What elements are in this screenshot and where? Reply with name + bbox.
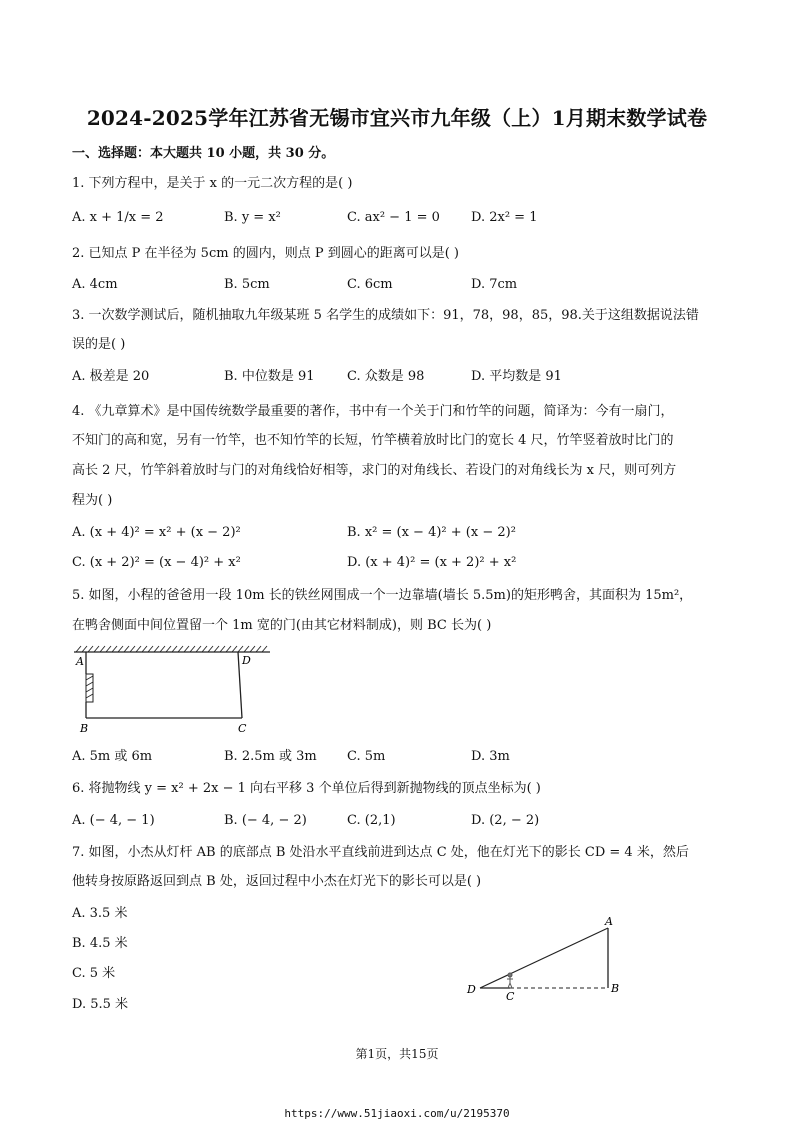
label-b: B bbox=[611, 982, 620, 995]
question-6-option-a: A. (− 4, − 1) bbox=[72, 813, 155, 828]
question-7-option-a: A. 3.5 米 bbox=[72, 906, 128, 921]
question-4-line-2: 不知门的高和宽，另有一竹竿，也不知竹竿的长短，竹竿横着放时比门的宽长 4 尺，竹竿竖着放时比门的 bbox=[72, 433, 674, 448]
question-7-option-d: D. 5.5 米 bbox=[72, 997, 129, 1012]
label-a: A bbox=[76, 655, 84, 668]
question-3-line-2: 误的是( ) bbox=[72, 337, 126, 352]
question-1-option-b: B. y = x² bbox=[224, 210, 281, 225]
person-icon bbox=[507, 973, 513, 988]
question-3-option-b: B. 中位数是 91 bbox=[224, 369, 315, 384]
question-5-option-b: B. 2.5m 或 3m bbox=[224, 749, 317, 764]
question-1-option-c: C. ax² − 1 = 0 bbox=[347, 210, 440, 225]
question-3-option-c: C. 众数是 98 bbox=[347, 369, 425, 384]
question-5-figure bbox=[70, 644, 280, 736]
question-5-line-2: 在鸭舍侧面中间位置留一个 1m 宽的门(由其它材料制成)，则 BC 长为( ) bbox=[72, 618, 492, 633]
question-7-option-b: B. 4.5 米 bbox=[72, 936, 128, 951]
question-7-line-2: 他转身按原路返回到点 B 处，返回过程中小杰在灯光下的影长可以是( ) bbox=[72, 874, 482, 889]
question-6-option-b: B. (− 4, − 2) bbox=[224, 813, 307, 828]
label-b: B bbox=[80, 722, 89, 735]
section-heading: 一、选择题：本大题共 10 小题，共 30 分。 bbox=[72, 146, 335, 161]
question-5-option-c: C. 5m bbox=[347, 749, 386, 764]
question-4-option-b: B. x² = (x − 4)² + (x − 2)² bbox=[347, 525, 516, 540]
question-1-stem: 1. 下列方程中，是关于 x 的一元二次方程的是( ) bbox=[72, 176, 353, 191]
question-5-option-d: D. 3m bbox=[471, 749, 510, 764]
question-2-option-a: A. 4cm bbox=[72, 277, 118, 292]
page-footer: 第1页，共15页 bbox=[355, 1047, 439, 1061]
label-a: A bbox=[605, 915, 613, 928]
question-5-option-a: A. 5m 或 6m bbox=[72, 749, 153, 764]
question-3-option-d: D. 平均数是 91 bbox=[471, 369, 562, 384]
label-d: D bbox=[242, 654, 251, 667]
question-4-option-c: C. (x + 2)² = (x − 4)² + x² bbox=[72, 555, 241, 570]
question-4-option-d: D. (x + 4)² = (x + 2)² + x² bbox=[347, 555, 517, 570]
question-4-option-a: A. (x + 4)² = x² + (x − 2)² bbox=[72, 525, 241, 540]
question-4-line-3: 高长 2 尺，竹竿斜着放时与门的对角线恰好相等，求门的对角线长、若设门的对角线长为 x 尺，则可列方 bbox=[72, 463, 677, 478]
question-4-line-1: 4. 《九章算术》是中国传统数学最重要的著作，书中有一个关于门和竹竿的问题，简译为：今有一扇门， bbox=[72, 404, 674, 419]
question-3-option-a: A. 极差是 20 bbox=[72, 369, 150, 384]
question-2-option-c: C. 6cm bbox=[347, 277, 393, 292]
page-title: 2024-2025学年江苏省无锡市宜兴市九年级（上）1月期末数学试卷 bbox=[86, 106, 708, 130]
question-6-stem: 6. 将抛物线 y = x² + 2x − 1 向右平移 3 个单位后得到新抛物线的顶点坐标为( ) bbox=[72, 781, 541, 796]
wall-hatching bbox=[76, 646, 267, 652]
watermark-url: https://www.51jiaoxi.com/u/2195370 bbox=[284, 1107, 510, 1120]
label-d: D bbox=[467, 983, 476, 996]
question-3-line-1: 3. 一次数学测试后，随机抽取九年级某班 5 名学生的成绩如下：91，78，98，85，98.关于这组数据说法错 bbox=[72, 308, 699, 323]
question-2-option-d: D. 7cm bbox=[471, 277, 518, 292]
question-2-option-b: B. 5cm bbox=[224, 277, 270, 292]
question-1-option-d: D. 2x² = 1 bbox=[471, 210, 538, 225]
light-ray bbox=[480, 928, 608, 988]
question-4-line-4: 程为( ) bbox=[72, 493, 113, 508]
question-1-option-a: A. x + 1/x = 2 bbox=[72, 210, 164, 225]
question-7-figure bbox=[462, 912, 632, 1004]
question-5-line-1: 5. 如图，小程的爸爸用一段 10m 长的铁丝网围成一个一边靠墙(墙长 5.5m)的矩形鸭舍，其面积为 15m²， bbox=[72, 588, 693, 603]
question-6-option-c: C. (2,1) bbox=[347, 813, 396, 828]
question-7-line-1: 7. 如图，小杰从灯杆 AB 的底部点 B 处沿水平直线前进到达点 C 处，他在灯光下的影长 CD = 4 米，然后 bbox=[72, 845, 689, 860]
question-2-stem: 2. 已知点 P 在半径为 5cm 的圆内，则点 P 到圆心的距离可以是( ) bbox=[72, 246, 459, 261]
question-7-option-c: C. 5 米 bbox=[72, 966, 116, 981]
label-c: C bbox=[238, 722, 247, 735]
question-6-option-d: D. (2, − 2) bbox=[471, 813, 540, 828]
label-c: C bbox=[506, 990, 515, 1003]
